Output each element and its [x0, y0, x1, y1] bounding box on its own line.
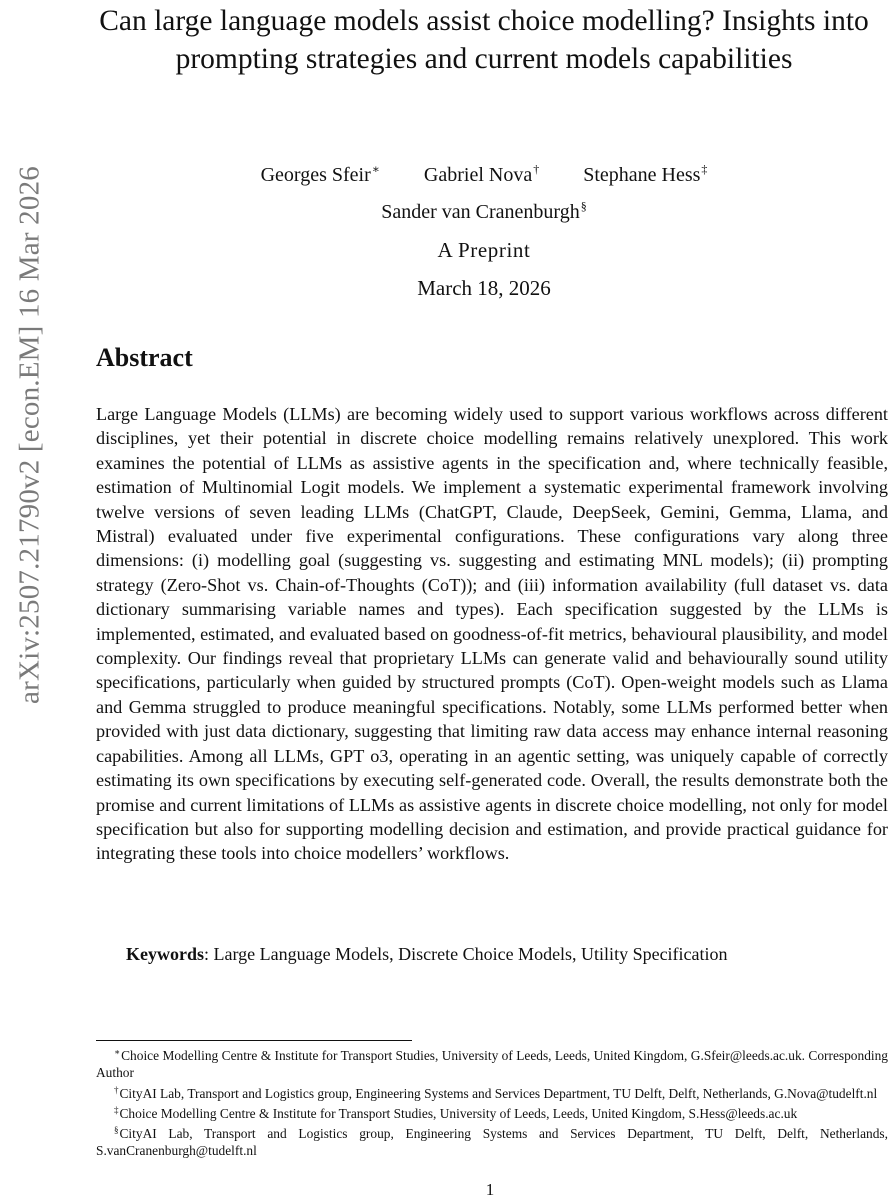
footnote-text: CityAI Lab, Transport and Logistics group, Engineering Systems and Services Department, TU Delft, Delft, Netherlands, S.vanCranenburgh@tudelft.nl — [96, 1126, 888, 1159]
footnote-mark: † — [114, 1084, 119, 1095]
author-footnote-mark: † — [533, 162, 540, 176]
publication-date: March 18, 2026 — [417, 276, 551, 300]
footnote — [96, 1102, 888, 1122]
author-name: Sander van Cranenburgh — [381, 201, 580, 223]
footnote-mark: ‡ — [114, 1104, 119, 1115]
author — [381, 191, 586, 228]
author-name: Gabriel Nova — [423, 164, 533, 186]
author — [424, 154, 539, 191]
footnote — [96, 1044, 888, 1082]
arxiv-sidebar — [0, 0, 60, 870]
author-name: Stephane Hess — [583, 164, 701, 186]
footnote — [96, 1082, 888, 1102]
footnote-divider — [96, 1040, 412, 1041]
author — [583, 154, 707, 191]
page-number: 1 — [485, 1180, 495, 1199]
arxiv-identifier: arXiv:2507.21790v2 [econ.EM] 16 Mar 2026 — [13, 166, 46, 704]
author — [261, 154, 380, 191]
author-footnote-mark: ‡ — [701, 162, 708, 176]
paper-title: Can large language models assist choice modelling? Insights into prompting strategies and current models capabilities — [99, 5, 869, 75]
keywords-label: Keywords — [126, 944, 204, 964]
footnote — [96, 1122, 888, 1160]
footnote-mark: ∗ — [114, 1047, 121, 1057]
footnote-text: CityAI Lab, Transport and Logistics group, Engineering Systems and Services Department, TU Delft, Delft, Netherlands, G.Nova@tudelft.nl — [119, 1085, 878, 1101]
footnotes — [96, 1044, 888, 1160]
footnote-mark: § — [114, 1125, 119, 1136]
author-name: Georges Sfeir — [260, 164, 371, 186]
footnote-text: Choice Modelling Centre & Institute for Transport Studies, University of Leeds, Leeds, United Kingdom, S.Hess@leeds.ac.uk — [119, 1105, 798, 1121]
abstract-body: Large Language Models (LLMs) are becoming widely used to support various workflows across different disciplines, yet their potential in discrete choice modelling remains relatively unexplored. This work examines the potential of LLMs as assistive agents in the specification and, where technically feasible, estimation of Multinomial Logit models. We implement a systematic experimental framework involving twelve versions of seven leading LLMs (ChatGPT, Claude, DeepSeek, Gemini, Gemma, Llama, and Mistral) evaluated under five experimental configurations. These configurations vary along three dimensions: (i) modelling goal (suggesting vs. suggesting and estimating MNL models); (ii) prompting strategy (Zero-Shot vs. Chain-of-Thoughts (CoT)); and (iii) information availability (full dataset vs. data dictionary summarising variable names and types). Each specification suggested by the LLMs is implemented, estimated, and evaluated based on goodness-of-fit metrics, behavioural plausibility, and model complexity. Our findings reveal that proprietary LLMs can generate valid and behaviourally sound utility specifications, particularly when guided by structured prompts (CoT). Open-weight models such as Llama and Gemma struggled to produce meaningful specifications. Notably, some LLMs performed better when provided with just data dictionary, suggesting that limiting raw data access may enhance internal reasoning capabilities. Among all LLMs, GPT o3, operating in an agentic setting, was uniquely capable of correctly estimating its own specifications by executing self-generated code. Overall, the results demonstrate both the promise and current limitations of LLMs as assistive agents in discrete choice modelling, not only for model specification but also for supporting modelling decision and estimation, and provide practical guidance for integrating these tools into choice modellers’ workflows. — [96, 404, 888, 864]
preprint-label: A Preprint — [437, 238, 531, 262]
author-footnote-mark: ∗ — [371, 162, 380, 176]
abstract-heading: Abstract — [96, 343, 193, 372]
author-list — [80, 154, 888, 228]
keywords-text: : Large Language Models, Discrete Choice Models, Utility Specification — [204, 944, 728, 964]
keywords — [126, 944, 728, 965]
footnote-text: Choice Modelling Centre & Institute for Transport Studies, University of Leeds, Leeds, United Kingdom, G.Sfeir@leeds.ac.uk. Corresponding Author — [96, 1048, 888, 1081]
author-footnote-mark: § — [580, 199, 587, 213]
